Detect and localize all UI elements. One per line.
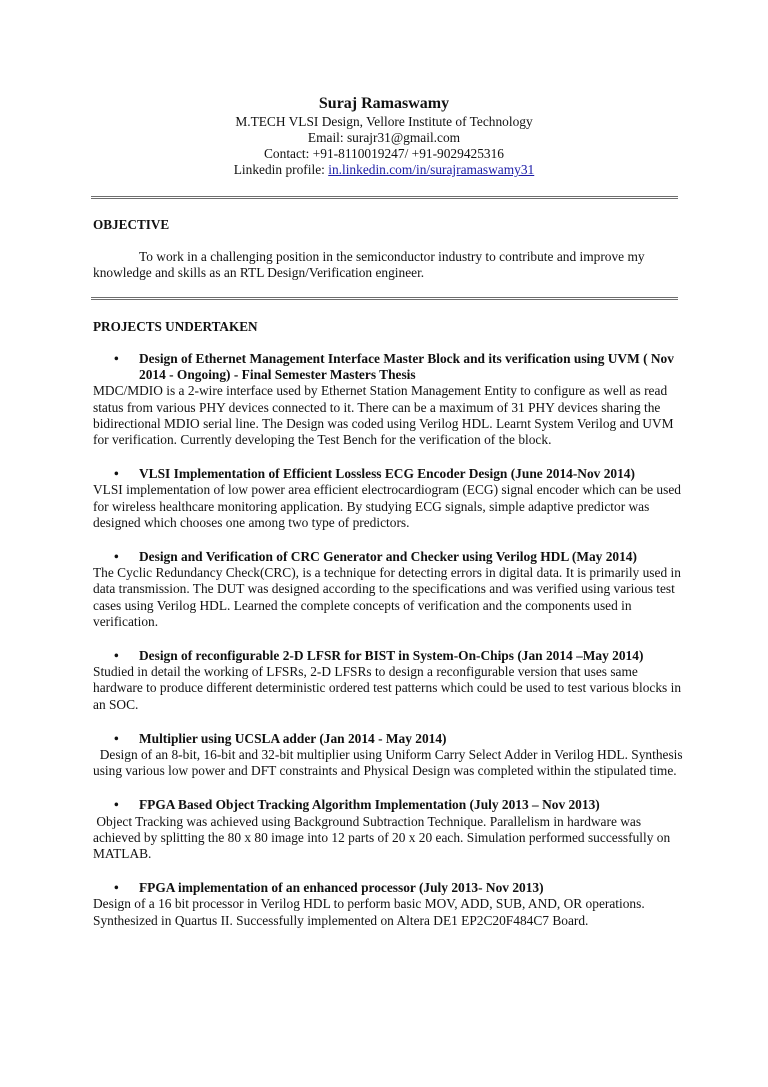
project-item (93, 797, 685, 862)
project-title (93, 731, 685, 747)
degree-line: M.TECH VLSI Design, Vellore Institute of Technology (235, 114, 533, 129)
project-item (93, 880, 685, 929)
bullet-icon: • (114, 466, 119, 482)
project-description: Design of an 8-bit, 16-bit and 32-bit multiplier using Uniform Carry Select Adder in Verilog HDL. Synthesis using various low power and DFT constraints and Physical Design was completed within the stipulated time. (93, 747, 686, 779)
project-item (93, 466, 685, 531)
project-description: Studied in detail the working of LFSRs, 2-D LFSRs to design a reconfigurable version that uses same hardware to produce different deterministic ordered test patterns which could be used to test various blocks in an SOC. (93, 664, 682, 712)
project-description: Object Tracking was achieved using Background Subtraction Technique. Parallelism in hardware was achieved by splitting the 80 x 80 image into 12 parts of 20 x 20 each. Simulation performed successfully on MATLAB. (93, 813, 674, 862)
bullet-icon: • (114, 549, 119, 565)
resume-header (0, 94, 768, 178)
candidate-name: Suraj Ramaswamy (318, 95, 450, 112)
project-description: MDC/MDIO is a 2-wire interface used by Ethernet Station Management Entity to configure as well as read status from various PHY devices connected to it. There can be a maximum of 31 PHY devices sharing the bidirectional MDIO serial line. The Design was coded using Verilog HDL. Learnt System Verilog and UVM for verification. Currently developing the Test Bench for the verification of the block. (93, 383, 674, 448)
objective-body: To work in a challenging position in the semiconductor industry to contribute and improve my knowledge and skills as an RTL Design/Verification engineer. (93, 249, 645, 281)
project-item (93, 731, 685, 780)
project-title-text: FPGA Based Object Tracking Algorithm Implementation (July 2013 – Nov 2013) (139, 797, 600, 813)
project-title (93, 880, 685, 896)
bullet-icon: • (114, 880, 119, 896)
projects-heading: PROJECTS UNDERTAKEN (93, 319, 258, 334)
bullet-icon: • (114, 648, 119, 664)
bullet-icon: • (114, 730, 119, 746)
project-description: Design of a 16 bit processor in Verilog HDL to perform basic MOV, ADD, SUB, AND, OR operations. Synthesized in Quartus II. Successfully implemented on Altera DE1 EP2C20F484C7 Board. (93, 896, 645, 928)
email-line: Email: surajr31@gmail.com (307, 130, 461, 145)
linkedin-label: Linkedin profile: (233, 162, 329, 177)
project-title-text: FPGA implementation of an enhanced processor (July 2013- Nov 2013) (139, 880, 544, 896)
project-item (93, 648, 685, 713)
project-title (93, 351, 685, 383)
project-title (93, 466, 685, 482)
project-item (93, 351, 685, 448)
project-title-text: VLSI Implementation of Efficient Lossless ECG Encoder Design (June 2014-Nov 2014) (139, 466, 635, 482)
project-title (93, 549, 685, 565)
objective-heading: OBJECTIVE (93, 217, 170, 232)
project-title-text: Design and Verification of CRC Generator and Checker using Verilog HDL (May 2014) (139, 549, 637, 565)
project-title-text: Multiplier using UCSLA adder (Jan 2014 - May 2014) (139, 730, 447, 746)
linkedin-line (0, 162, 768, 178)
bullet-icon: • (114, 797, 119, 813)
objective-text (93, 249, 683, 281)
project-description: VLSI implementation of low power area efficient electrocardiogram (ECG) signal encoder which can be used for wireless healthcare monitoring application. By studying ECG signals, simple adaptive predictor was designed which chooses one among two type of predictors. (93, 482, 681, 530)
linkedin-link[interactable]: in.linkedin.com/in/surajramaswamy31 (328, 162, 535, 177)
contact-line: Contact: +91-8110019247/ +91-9029425316 (264, 146, 504, 161)
section-divider (91, 297, 678, 300)
project-title (93, 797, 685, 813)
bullet-icon: • (114, 351, 119, 366)
project-item (93, 549, 685, 630)
project-title-text: Design of reconfigurable 2-D LFSR for BIST in System-On-Chips (Jan 2014 –May 2014) (139, 648, 644, 664)
section-divider (91, 196, 678, 199)
project-title-text: Design of Ethernet Management Interface Master Block and its verification using UVM ( Nov 2014 - Ongoing) - Final Semester Masters Thesis (139, 351, 674, 383)
project-title (93, 648, 685, 664)
projects-list (93, 351, 685, 947)
project-description: The Cyclic Redundancy Check(CRC), is a technique for detecting errors in digital data. It is primarily used in data transmission. The DUT was designed according to the specifications and was verified using various test cases using Verilog HDL. Learned the complete concepts of verification and the components used in verification. (93, 565, 681, 629)
